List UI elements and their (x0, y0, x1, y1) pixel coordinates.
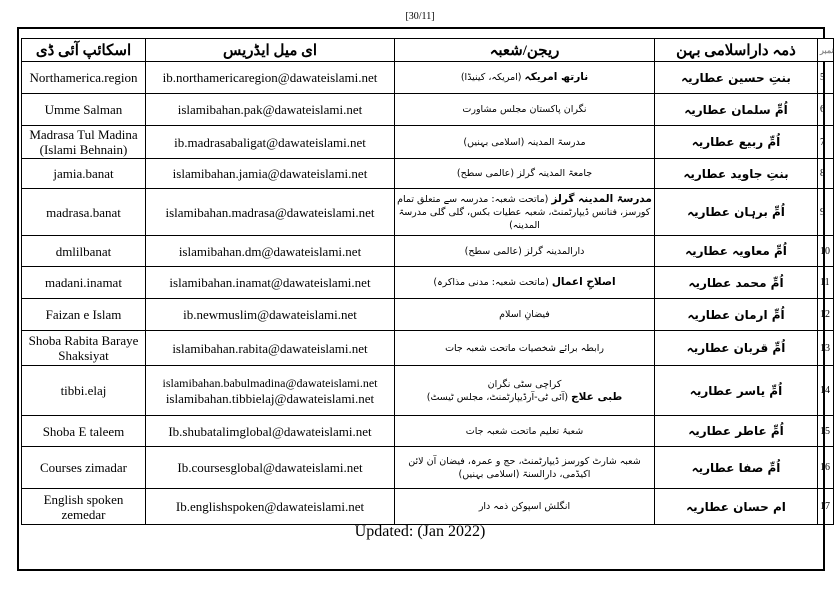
region-cell: جامعۃ المدینہ گرلز (عالمی سطح) (395, 159, 655, 189)
table-row (22, 189, 834, 236)
skype-cell: madrasa.banat (22, 189, 146, 236)
name-cell: اُمِّ سلمان عطاریہ (655, 94, 818, 126)
skype-cell: Northamerica.region (22, 62, 146, 94)
header-number: نمبر (818, 39, 834, 62)
email-cell: Ib.englishspoken@dawateislami.net (146, 489, 395, 525)
skype-cell: Faizan e Islam (22, 299, 146, 331)
region-cell (395, 189, 655, 236)
region-bold: نارتھ امریکہ (524, 71, 589, 83)
number-cell: 11 (818, 267, 834, 299)
name-cell: اُمِّ محمد عطاریہ (655, 267, 818, 299)
region-bold: اصلاحِ اعمال (551, 276, 616, 288)
skype-cell: madani.inamat (22, 267, 146, 299)
header-name: ذمہ داراسلامی بہن (655, 39, 818, 62)
email-cell: Ib.coursesglobal@dawateislami.net (146, 447, 395, 489)
region-text: (ماتحت شعبہ: مدرسہ سے متعلق تمام کورسز، فنانس ڈیپارٹمنٹ، شعبہ عطیات بکس، گلی گلی مدرسۃ المدینہ) (397, 193, 651, 231)
table-row (22, 159, 834, 189)
number-cell: 15 (818, 416, 834, 447)
region-top: کراچی سٹی نگران (487, 378, 562, 390)
email-cell: ib.madrasabaligat@dawateislami.net (146, 126, 395, 159)
skype-cell: Courses zimadar (22, 447, 146, 489)
table-row (22, 416, 834, 447)
region-cell: شعبۂ تعلیم ماتحت شعبہ جات (395, 416, 655, 447)
email-cell: islamibahan.dm@dawateislami.net (146, 236, 395, 267)
email-line-1: islamibahan.babulmadina@dawateislami.net (162, 375, 378, 390)
skype-cell: Umme Salman (22, 94, 146, 126)
email-cell: islamibahan.pak@dawateislami.net (146, 94, 395, 126)
table-row (22, 331, 834, 366)
number-cell: 5 (818, 62, 834, 94)
name-cell: اُمِّ یاسر عطاریہ (655, 366, 818, 416)
region-text: (ماتحت شعبہ: مدنی مذاکرہ) (433, 277, 552, 288)
email-line-2: islamibahan.tibbielaj@dawateislami.net (165, 390, 375, 406)
region-cell: مدرسۃ المدینہ (اسلامی بہنیں) (395, 126, 655, 159)
region-text: (آئی ٹی-آرڈیپارٹمنٹ، مجلس ٹیسٹ) (426, 391, 572, 403)
name-cell: اُمِّ ربیع عطاریہ (655, 126, 818, 159)
region-cell: انگلش اسپوکن ذمہ دار (395, 489, 655, 525)
header-email: ای میل ایڈریس (146, 39, 395, 62)
table-row (22, 126, 834, 159)
email-cell: ib.newmuslim@dawateislami.net (146, 299, 395, 331)
number-cell: 7 (818, 126, 834, 159)
region-cell: دارالمدینہ گرلز (عالمی سطح) (395, 236, 655, 267)
number-cell: 12 (818, 299, 834, 331)
skype-cell: English spoken zemedar (22, 489, 146, 525)
number-cell: 9 (818, 189, 834, 236)
name-cell: ام حسان عطاریہ (655, 489, 818, 525)
region-cell: نگران پاکستان مجلس مشاورت (395, 94, 655, 126)
table-row (22, 366, 834, 416)
table-row (22, 447, 834, 489)
skype-cell: Madrasa Tul Madina (Islami Behnain) (22, 126, 146, 159)
region-cell: رابطہ برائے شخصیات ماتحت شعبہ جات (395, 331, 655, 366)
name-cell: بنتِ جاوید عطاریہ (655, 159, 818, 189)
table-row (22, 299, 834, 331)
name-cell: بنتِ حسین عطاریہ (655, 62, 818, 94)
skype-cell: jamia.banat (22, 159, 146, 189)
region-cell: شعبہ شارٹ کورسز ڈیپارٹمنٹ، حج و عمرہ، فیضان آن لائن اکیڈمی، دارالسنۃ (اسلامی بہنیں) (395, 447, 655, 489)
region-cell: فیضانِ اسلام (395, 299, 655, 331)
region-bold: مدرسۃ المدینہ گرلز (551, 192, 652, 205)
number-cell: 14 (818, 366, 834, 416)
table-row (22, 236, 834, 267)
email-cell: ib.northamericaregion@dawateislami.net (146, 62, 395, 94)
email-cell: islamibahan.madrasa@dawateislami.net (146, 189, 395, 236)
name-cell: اُمِّ صفا عطاریہ (655, 447, 818, 489)
number-cell: 17 (818, 489, 834, 525)
page-label: [30/11] (405, 11, 435, 22)
region-cell (395, 267, 655, 299)
updated-note: Updated: (Jan 2022) (354, 523, 486, 540)
number-cell: 10 (818, 236, 834, 267)
email-cell (146, 366, 395, 416)
number-cell: 16 (818, 447, 834, 489)
region-cell (395, 366, 655, 416)
skype-cell: Shoba E taleem (22, 416, 146, 447)
name-cell: اُمِّ ارمان عطاریہ (655, 299, 818, 331)
contacts-table-wrapper (21, 38, 834, 524)
region-text: (امریکہ، کینیڈا) (460, 72, 525, 83)
number-cell: 6 (818, 94, 834, 126)
region-bold: طبی علاج (571, 390, 623, 403)
name-cell: اُمِّ عاطر عطاریہ (655, 416, 818, 447)
name-cell: اُمِّ معاویہ عطاریہ (655, 236, 818, 267)
name-cell: اُمِّ قربان عطاریہ (655, 331, 818, 366)
region-cell (395, 62, 655, 94)
number-cell: 8 (818, 159, 834, 189)
table-row (22, 489, 834, 525)
email-cell: islamibahan.inamat@dawateislami.net (146, 267, 395, 299)
email-cell: islamibahan.jamia@dawateislami.net (146, 159, 395, 189)
contacts-table (21, 38, 834, 525)
table-header-row (22, 39, 834, 62)
table-row (22, 267, 834, 299)
email-cell: islamibahan.rabita@dawateislami.net (146, 331, 395, 366)
number-cell: 13 (818, 331, 834, 366)
table-row (22, 62, 834, 94)
header-skype: اسکائپ آئی ڈی (22, 39, 146, 62)
skype-cell: tibbi.elaj (22, 366, 146, 416)
skype-cell: Shoba Rabita Baraye Shaksiyat (22, 331, 146, 366)
table-row (22, 94, 834, 126)
name-cell: اُمِّ برہان عطاریہ (655, 189, 818, 236)
header-region: ریجن/شعبہ (395, 39, 655, 62)
email-cell: Ib.shubatalimglobal@dawateislami.net (146, 416, 395, 447)
skype-cell: dmlilbanat (22, 236, 146, 267)
